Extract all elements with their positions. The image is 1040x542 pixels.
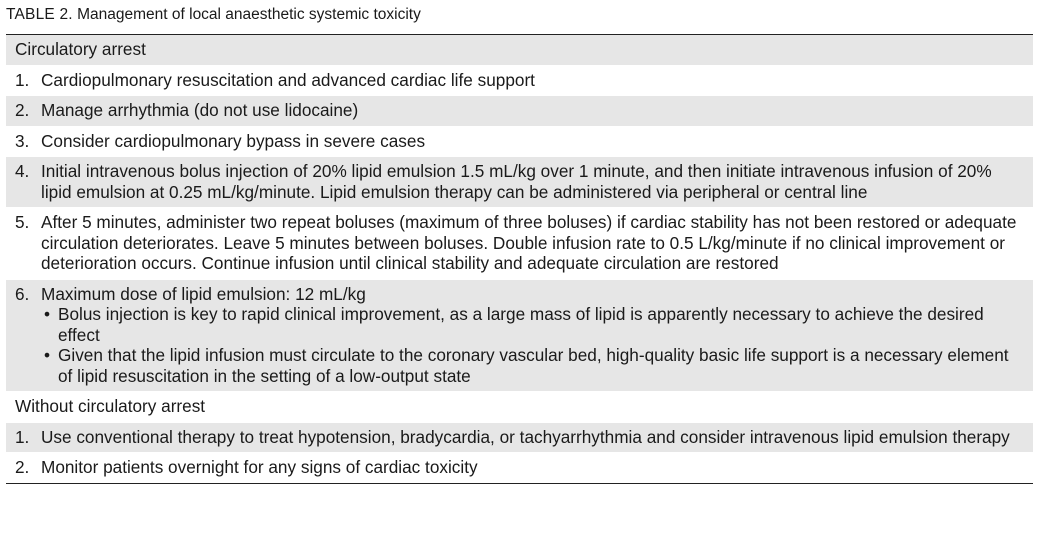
table-row — [6, 126, 1033, 157]
item-number: 1. — [15, 69, 30, 90]
table-label: TABLE 2. — [6, 6, 73, 23]
item-text: Manage arrhythmia (do not use lidocaine) — [41, 100, 359, 120]
table-row — [6, 156, 1033, 207]
item-text: Initial intravenous bolus injection of 20% lipid emulsion 1.5 mL/kg over 1 minute, and then initiate intravenous infusion of 20% lipid emulsion at 0.25 mL/kg/minute. Lipid emulsion therapy can be administered via peripheral or central line — [41, 161, 992, 202]
item-number: 6. — [15, 283, 30, 304]
table-row — [6, 452, 1033, 483]
list-item — [41, 304, 1023, 345]
bullet-text: Given that the lipid infusion must circulate to the coronary vascular bed, high-quality basic life support is a necessary element of lipid resuscitation in the setting of a low-output state — [58, 345, 1009, 386]
section-heading-circulatory-arrest: Circulatory arrest — [6, 35, 1033, 65]
table-row — [6, 422, 1033, 453]
table-row — [6, 279, 1033, 392]
item-text: Consider cardiopulmonary bypass in severe cases — [41, 130, 426, 151]
bullet-icon: • — [44, 345, 51, 365]
bullet-icon: • — [44, 304, 51, 324]
item-text: Monitor patients overnight for any signs of cardiac toxicity — [41, 457, 478, 477]
section-heading-without-circulatory-arrest: Without circulatory arrest — [6, 391, 1033, 422]
item-number: 2. — [15, 457, 30, 477]
item-text: Maximum dose of lipid emulsion: 12 mL/kg — [41, 283, 366, 304]
item-text: After 5 minutes, administer two repeat boluses (maximum of three boluses) if cardiac stability has not been restored or adequate circulation deteriorates. Leave 5 minutes between boluses. Double infusion rate to 0.5 L/kg/minute if no clinical improvement or deterioration occurs. Continue infusion until clinical stability and adequate circulation are restored — [41, 212, 1017, 273]
bullet-text: Bolus injection is key to rapid clinical improvement, as a large mass of lipid is apparently necessary to achieve the desired effect — [58, 304, 984, 345]
item-number: 3. — [15, 130, 30, 151]
item-number: 5. — [15, 212, 30, 232]
table-caption — [6, 6, 421, 24]
item-text: Cardiopulmonary resuscitation and advanced cardiac life support — [41, 69, 535, 90]
item-number: 4. — [15, 161, 30, 181]
item-text: Use conventional therapy to treat hypotension, bradycardia, or tachyarrhythmia and consider intravenous lipid emulsion therapy — [41, 426, 1010, 447]
bullet-list — [41, 304, 1023, 386]
table-row — [6, 95, 1033, 126]
toxicity-management-table — [6, 34, 1033, 484]
list-item — [41, 345, 1023, 386]
table-title: Management of local anaesthetic systemic toxicity — [77, 6, 421, 23]
item-number: 2. — [15, 100, 30, 120]
table-row — [6, 65, 1033, 96]
item-number: 1. — [15, 426, 30, 447]
table-row — [6, 207, 1033, 279]
